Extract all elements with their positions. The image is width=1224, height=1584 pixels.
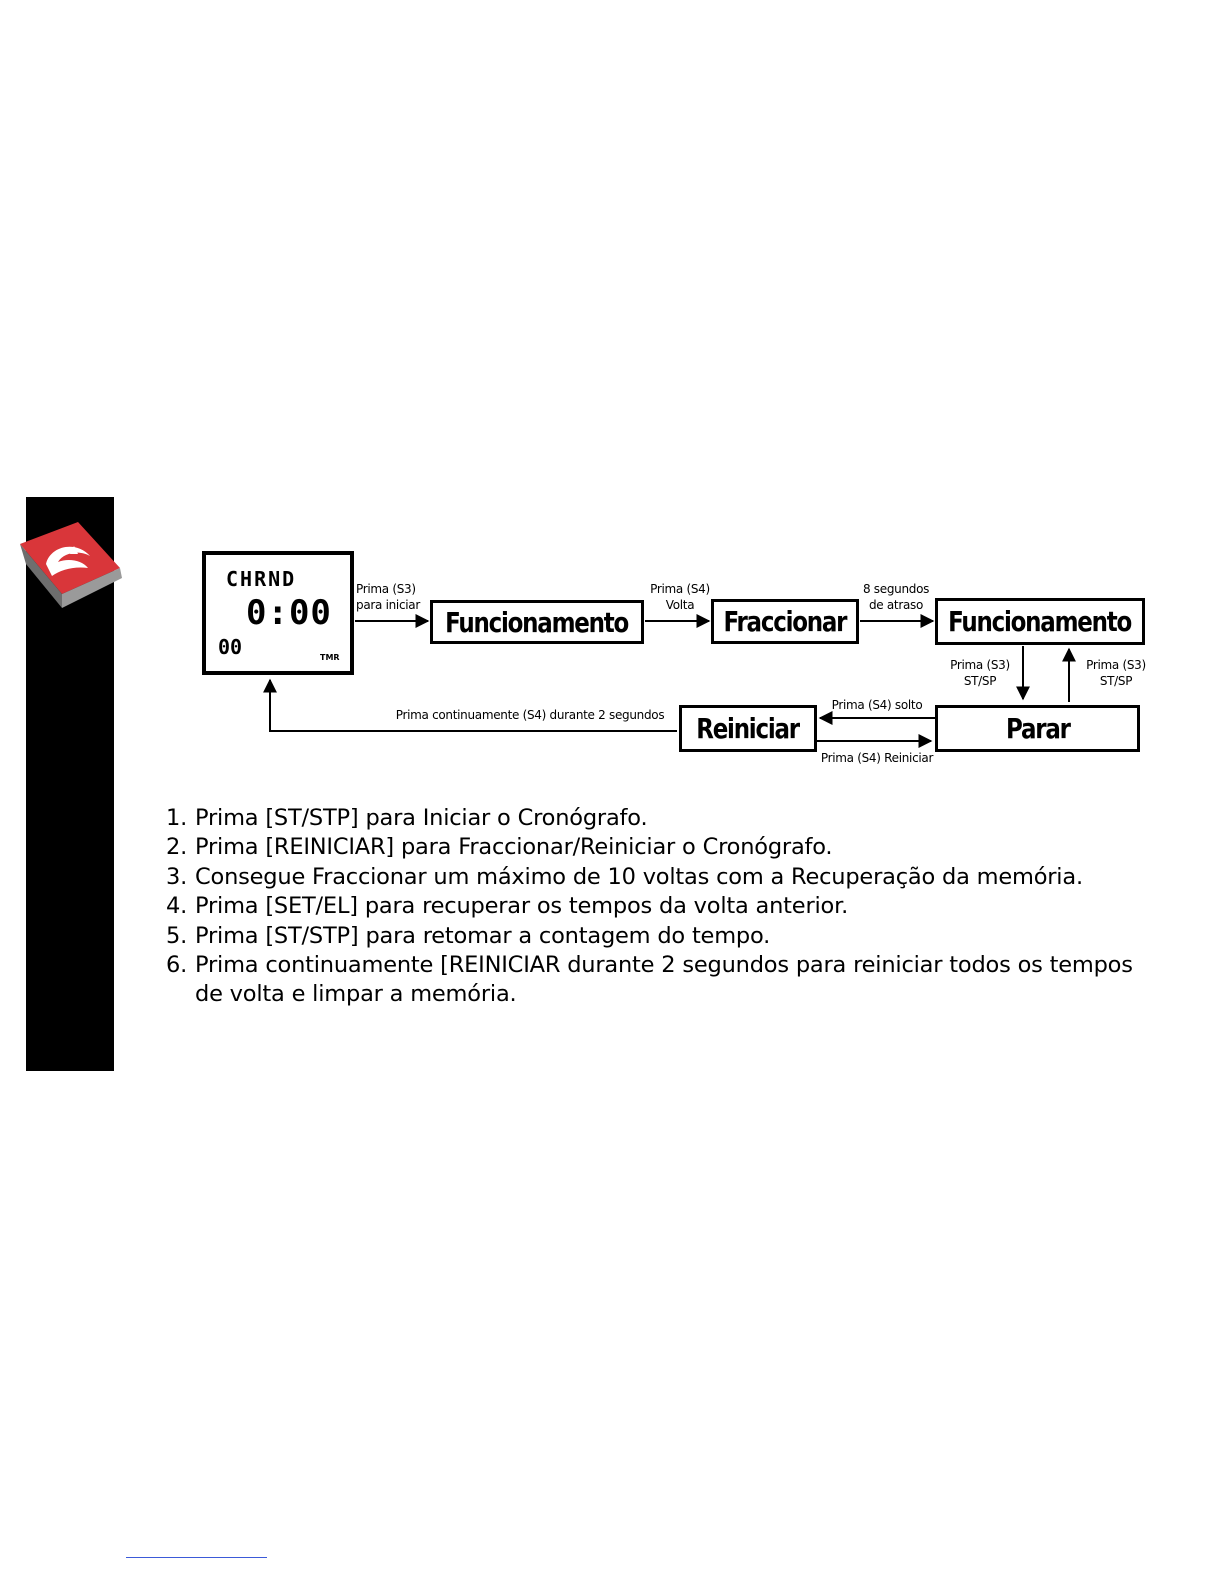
- label-stop: [942, 657, 1018, 689]
- instruction-number: 3.: [166, 863, 188, 890]
- state-reiniciar: Reiniciar: [679, 705, 817, 752]
- instruction-list: [166, 804, 1166, 1010]
- state-parar: Parar: [935, 705, 1140, 752]
- label-split: [640, 581, 720, 613]
- label-release: Prima (S4) solto: [831, 698, 923, 712]
- label-stop-line2: ST/SP: [963, 674, 997, 688]
- footer-link-line: [126, 1557, 267, 1558]
- lcd-tmr-indicator: TMR: [320, 653, 340, 662]
- state-funcionamento-2: Funcionamento: [935, 598, 1145, 645]
- label-resume-line1: Prima (S3): [1086, 658, 1146, 672]
- arrow-hold-reset: [270, 680, 677, 731]
- instruction-text: Prima [SET/EL] para recuperar os tempos da volta anterior.: [195, 893, 849, 920]
- lcd-time-text: 0:00: [246, 593, 332, 633]
- label-reset: Prima (S4) Reiniciar: [820, 751, 934, 765]
- label-start-line1: Prima (S3): [356, 582, 416, 596]
- state-fraccionar: Fraccionar: [711, 599, 859, 644]
- instruction-number: 6.: [166, 952, 188, 979]
- label-delay: [852, 581, 940, 613]
- instruction-text: Prima continuamente [REINICIAR durante 2 segundos para reiniciar todos os tempos de volta e limpar a memória.: [195, 952, 1133, 1008]
- label-resume: [1078, 657, 1154, 689]
- label-delay-line2: de atraso: [868, 598, 924, 612]
- instruction-text: Prima [ST/STP] para retomar a contagem do tempo.: [195, 922, 771, 949]
- instruction-item: [166, 951, 1166, 1010]
- instruction-item: [166, 922, 1166, 951]
- label-hold-reset: Prima continuamente (S4) durante 2 segundos: [395, 708, 665, 722]
- instruction-text: Consegue Fraccionar um máximo de 10 voltas com a Recuperação da memória.: [195, 863, 1083, 890]
- label-stop-line1: Prima (S3): [950, 658, 1010, 672]
- instruction-number: 4.: [166, 893, 188, 920]
- lcd-lap-text: 00: [218, 635, 243, 659]
- state-funcionamento-1: Funcionamento: [430, 600, 644, 644]
- instruction-item: [166, 833, 1166, 862]
- instruction-item: [166, 892, 1166, 921]
- label-resume-line2: ST/SP: [1099, 674, 1133, 688]
- label-delay-line1: 8 segundos: [862, 582, 930, 596]
- instruction-number: 2.: [166, 834, 188, 861]
- lcd-mode-text: CHRND: [226, 567, 297, 591]
- instruction-text: Prima [REINICIAR] para Fraccionar/Reiniciar o Cronógrafo.: [195, 834, 833, 861]
- instruction-number: 5.: [166, 922, 188, 949]
- label-start-line2: para iniciar: [356, 598, 420, 612]
- instruction-item: [166, 863, 1166, 892]
- instruction-item: [166, 804, 1166, 833]
- instruction-number: 1.: [166, 805, 188, 831]
- label-split-line1: Prima (S4): [650, 582, 710, 596]
- label-split-line2: Volta: [665, 598, 695, 612]
- label-start: [356, 581, 430, 613]
- instruction-text: Prima [ST/STP] para Iniciar o Cronógrafo.: [195, 805, 648, 831]
